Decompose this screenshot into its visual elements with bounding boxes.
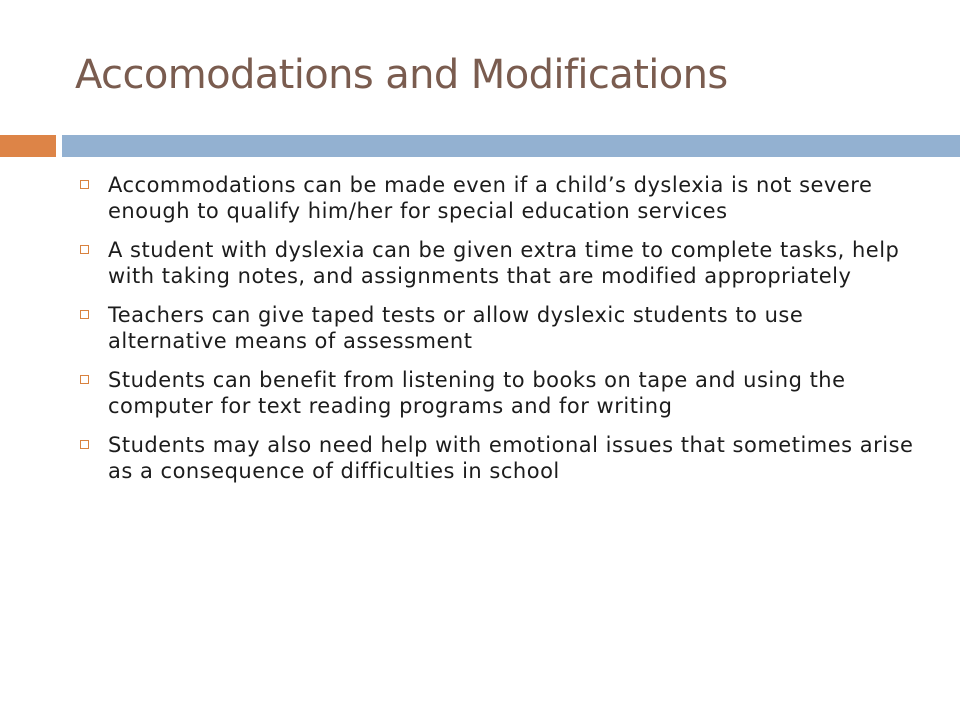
bullet-text: Students may also need help with emotional issues that sometimes arise as a consequence of difficulties in school: [108, 433, 914, 483]
bullet-item: [75, 172, 915, 224]
bullet-list: [75, 172, 915, 497]
bullet-text: A student with dyslexia can be given extra time to complete tasks, help with taking notes, and assignments that are modified appropriately: [108, 238, 900, 288]
bullet-text: Students can benefit from listening to books on tape and using the computer for text reading programs and for writing: [108, 368, 846, 418]
accent-bar-blue: [62, 135, 960, 157]
bullet-text: Teachers can give taped tests or allow dyslexic students to use alternative means of assessment: [108, 303, 804, 353]
bullet-text: Accommodations can be made even if a child’s dyslexia is not severe enough to qualify him/her for special education services: [108, 173, 873, 223]
hollow-square-icon: [80, 245, 89, 254]
hollow-square-icon: [80, 180, 89, 189]
hollow-square-icon: [80, 440, 89, 449]
bullet-item: [75, 432, 915, 484]
accent-bar-orange: [0, 135, 56, 157]
hollow-square-icon: [80, 310, 89, 319]
slide-title: Accomodations and Modifications: [75, 52, 728, 98]
bullet-item: [75, 367, 915, 419]
bullet-item: [75, 302, 915, 354]
hollow-square-icon: [80, 375, 89, 384]
bullet-item: [75, 237, 915, 289]
